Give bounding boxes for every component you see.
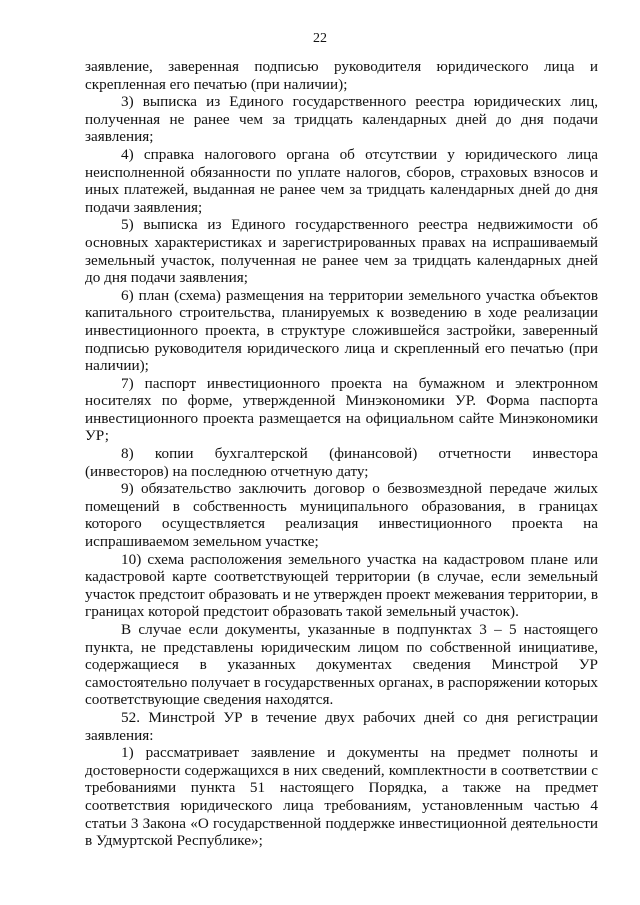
paragraph: 10) схема расположения земельного участка на кадастровом плане или кадастровой карте соответствующей территории (в случае, если земельный участок предстоит образовать и не утвержден проект межевания территории, в границах которой предстоит образовать такой земельный участок). xyxy=(85,550,598,621)
paragraph: 9) обязательство заключить договор о безвозмездной передаче жилых помещений в собственность муниципального образования, в границах которого осуществляется реализация инвестиционного проекта на испрашиваемом земельном участке; xyxy=(85,480,598,551)
paragraph: 4) справка налогового органа об отсутствии у юридического лица неисполненной обязанности по уплате налогов, сборов, страховых взносов и иных платежей, выданная не ранее чем за тридцать календарных дней до дня подачи заявления; xyxy=(85,145,598,216)
document-body xyxy=(85,58,598,850)
paragraph: заявление, заверенная подписью руководителя юридического лица и скрепленная его печатью (при наличии); xyxy=(85,58,598,93)
paragraph: В случае если документы, указанные в подпунктах 3 – 5 настоящего пункта, не представлены юридическим лицом по собственной инициативе, содержащиеся в указанных документах сведения Минстрой УР самостоятельно получает в государственных органах, в распоряжении которых соответствующие сведения находятся. xyxy=(85,621,598,709)
paragraph: 52. Минстрой УР в течение двух рабочих дней со дня регистрации заявления: xyxy=(85,708,598,744)
page-number: 22 xyxy=(313,31,327,46)
paragraph: 5) выписка из Единого государственного реестра недвижимости об основных характеристиках и зарегистрированных правах на испрашиваемый земельный участок, полученная не ранее чем за тридцать календарных дней до дня подачи заявления; xyxy=(85,216,598,287)
paragraph: 8) копии бухгалтерской (финансовой) отчетности инвестора (инвесторов) на последнюю отчетную дату; xyxy=(85,445,598,480)
paragraph: 7) паспорт инвестиционного проекта на бумажном и электронном носителях по форме, утвержденной Минэкономики УР. Форма паспорта инвестиционного проекта размещается на официальном сайте Минэкономики УР; xyxy=(85,374,598,445)
paragraph: 3) выписка из Единого государственного реестра юридических лиц, полученная не ранее чем за тридцать календарных дней до дня подачи заявления; xyxy=(85,93,598,146)
paragraph: 1) рассматривает заявление и документы на предмет полноты и достоверности содержащихся в них сведений, комплектности в соответствии с требованиями пункта 51 настоящего Порядка, а также на предмет соответствия юридического лица требованиям, установленным частью 4 статьи 3 Закона «О государственной поддержке инвестиционной деятельности в Удмуртской Республике»; xyxy=(85,744,598,850)
paragraph: 6) план (схема) размещения на территории земельного участка объектов капитального строительства, планируемых к возведению в ходе реализации инвестиционного проекта, в структуре сложившейся застройки, заверенный подписью руководителя юридического лица и скрепленный его печатью (при наличии); xyxy=(85,286,598,375)
